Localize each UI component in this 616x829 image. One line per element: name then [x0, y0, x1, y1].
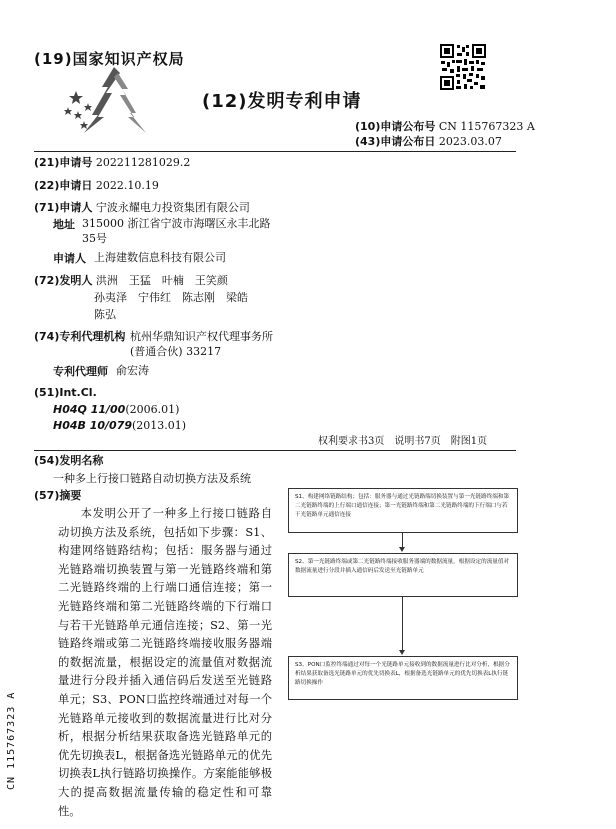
flow-arrow-1: [402, 533, 403, 548]
flow-step-s3: S3、PON口监控终端通过对每一个光链路单元接收到的数据流量进行比对分析，根据分析结果获取备选光链路单元的优先切换表L，根据备选光链路单元的优先切换表L执行链路切换操作: [288, 656, 518, 700]
flow-step-s1: S1、构建网络链路结构；包括：服务器与通过光链路端切换装置与第一光链路终端和第二光链路终端的上行端口通信连接；第一光链路终端和第二光链路终端的下行端口与若干光链路单元通信连接: [288, 488, 518, 533]
filing-date: (22)申请日 2022.10.19: [34, 179, 159, 192]
inventors: (72)发明人 洪洲 王猛 叶楠 王笑颜: [34, 274, 228, 287]
applicant: (71)申请人 宁波永耀电力投资集团有限公司: [34, 201, 250, 214]
page-counts: 权利要求书3页 说明书7页 附图1页: [318, 436, 488, 447]
qr-code-icon: [440, 44, 486, 90]
inventors-line2: 孙夷泽 宁伟红 陈志刚 梁皓: [94, 291, 248, 304]
document-type: (12)发明专利申请: [202, 91, 362, 112]
flow-step-s2: S2、第一光链路终端或第二光链路终端接收服务器端的数据流量，根据设定的流量值对数据流量进行分段并插入通信码后发送至光链路单元: [288, 553, 518, 597]
abstract-text: 本发明公开了一种多上行接口链路自动切换方法及系统，包括如下步骤：S1、构建网络链路结构；包括：服务器与通过光链路端切换装置与第一光链路终端和第二光链路终端的上行端口通信连接；第一光链路终端和第二光链路终端的下行端口与若干光链路单元通信连接；S2、第一光链路终端或第二光链路终端接收服务器端的数据流量，根据设定的流量值对数据流量进行分段并插入通信码后发送至光链路单元；S3、PON口监控终端通过对每一个光链路单元接收到的数据流量进行比对分析，根据分析结果获取备选光链路单元的优先切换表L，根据备选光链路单元的优先切换表L执行链路切换操作。方案能能够极大的提高数据流量传输的稳定性和可靠性。: [58, 507, 272, 818]
flow-arrow-2: [402, 597, 403, 651]
applicant2-value: 上海建数信息科技有限公司: [94, 251, 226, 264]
ipc-1: H04Q 11/00(2006.01): [53, 403, 180, 416]
ipc-2: H04B 10/079(2013.01): [53, 419, 187, 432]
agency-value: 杭州华鼎知识产权代理事务所(普通合伙) 33217: [130, 330, 273, 358]
inventors-line3: 陈弘: [94, 308, 116, 321]
application-number: (21)申请号 202211281029.2: [34, 156, 191, 169]
publication-number: (10)申请公布号 CN 115767323 A: [355, 120, 535, 133]
invention-title: 一种多上行接口链路自动切换方法及系统: [53, 472, 251, 485]
applicant2-label: 申请人: [53, 252, 86, 265]
agent-label: 专利代理师: [53, 365, 108, 378]
publication-date: (43)申请公布日 2023.03.07: [355, 135, 502, 148]
abstract-label: (57)摘要: [34, 489, 82, 502]
int-cl: (51)Int.Cl.: [34, 386, 97, 399]
agent-value: 俞宏涛: [116, 364, 149, 377]
sidebar-publication-number: CN 115767323 A: [6, 691, 17, 790]
header-divider: [34, 151, 516, 152]
address-label: 地址: [53, 218, 75, 231]
invention-title-label: (54)发明名称: [34, 454, 104, 467]
flow-arrowhead-1-icon: [399, 547, 405, 552]
office-emblem-icon: [58, 63, 178, 135]
address-value: 315000 浙江省宁波市海曙区永丰北路35号: [82, 217, 271, 245]
biblio-divider: [34, 450, 516, 451]
agency-label-row: (74)专利代理机构: [34, 330, 126, 343]
office-name: (19)国家知识产权局: [34, 50, 185, 68]
flow-arrowhead-2-icon: [399, 650, 405, 655]
